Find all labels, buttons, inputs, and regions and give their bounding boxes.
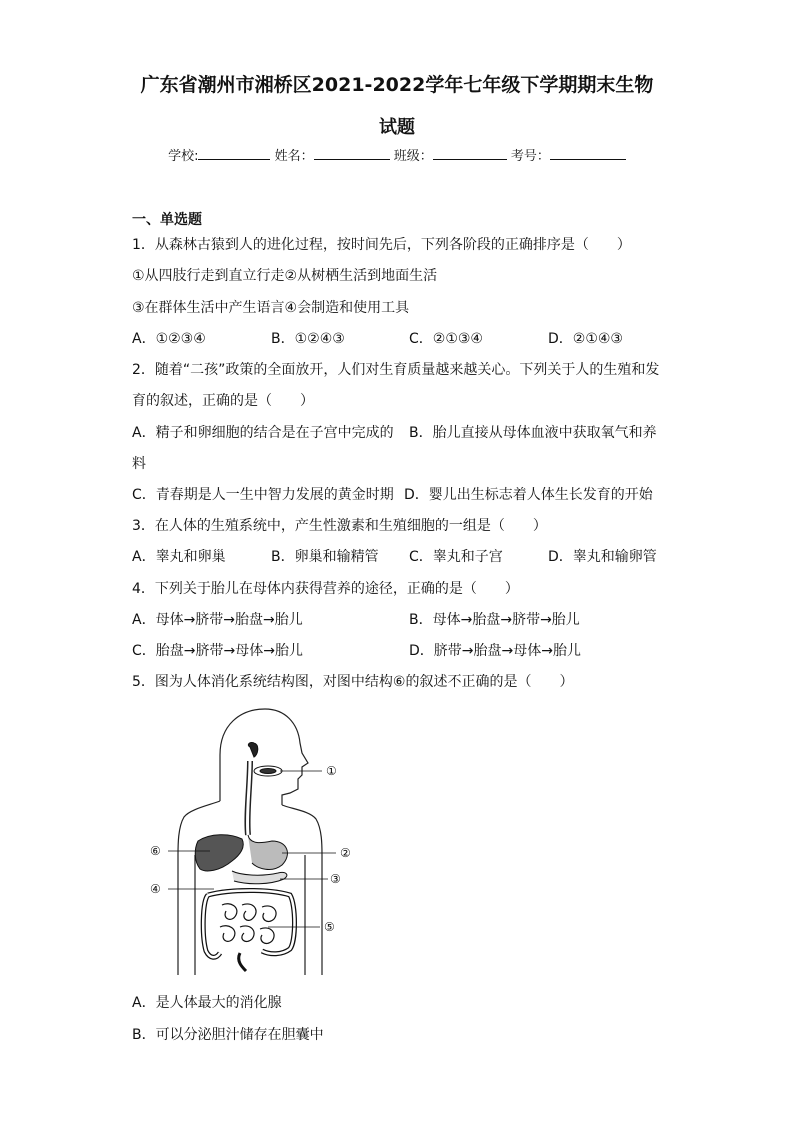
school-label: 学校:	[168, 149, 199, 164]
school-blank[interactable]	[198, 147, 270, 160]
name-label: 姓名：	[274, 149, 314, 164]
student-info-line	[0, 145, 794, 164]
label-1: ①	[326, 764, 337, 778]
q4-option-d[interactable]: D．脐带→胎盘→母体→胎儿	[409, 643, 581, 659]
q3-option-b[interactable]: B．卵巢和输精管	[271, 549, 379, 565]
q5-stem: 5．图为人体消化系统结构图，对图中结构⑥的叙述不正确的是（ ）	[132, 674, 574, 690]
q4-stem: 4．下列关于胎儿在母体内获得营养的途径，正确的是（ ）	[132, 581, 519, 597]
digestive-system-figure	[150, 705, 365, 975]
q1-option-c[interactable]: C．②①③④	[409, 331, 483, 347]
q1-option-b[interactable]: B．①②④③	[271, 331, 345, 347]
q2-option-d[interactable]: D．婴儿出生标志着人体生长发育的开始	[404, 487, 653, 503]
q1-statement-2: ③在群体生活中产生语言④会制造和使用工具	[132, 300, 410, 316]
q1-option-d[interactable]: D．②①④③	[548, 331, 623, 347]
label-6: ⑥	[150, 844, 161, 858]
q2-option-c[interactable]: C．青春期是人一生中智力发展的黄金时期	[132, 487, 394, 503]
q3-stem: 3．在人体的生殖系统中，产生性激素和生殖细胞的一组是（ ）	[132, 518, 547, 534]
q1-statement-1: ①从四肢行走到直立行走②从树栖生活到地面生活	[132, 268, 438, 284]
q5-option-b[interactable]: B．可以分泌胆汁储存在胆囊中	[132, 1027, 324, 1043]
q4-option-a[interactable]: A．母体→脐带→胎盘→胎儿	[132, 612, 303, 628]
number-label: 考号：	[510, 149, 550, 164]
q1-option-a[interactable]: A．①②③④	[132, 331, 206, 347]
q4-option-b[interactable]: B．母体→胎盘→脐带→胎儿	[409, 612, 580, 628]
exam-title-line2: 试题	[379, 117, 415, 138]
q5-option-a[interactable]: A．是人体最大的消化腺	[132, 995, 282, 1011]
label-5: ⑤	[324, 920, 335, 934]
label-4: ④	[150, 882, 161, 896]
class-label: 班级：	[393, 149, 433, 164]
q2-stem-line2: 育的叙述，正确的是（ ）	[132, 393, 314, 409]
label-2: ②	[340, 846, 351, 860]
q2-stem-line1: 2．随着“二孩”政策的全面放开，人们对生育质量越来越关心。下列关于人的生殖和发	[132, 362, 660, 378]
q1-stem: 1．从森林古猿到人的进化过程，按时间先后，下列各阶段的正确排序是（ ）	[132, 237, 631, 253]
q2-option-b-wrap: 料	[132, 456, 146, 472]
name-blank[interactable]	[314, 147, 390, 160]
exam-title-line1: 广东省潮州市湘桥区2021-2022学年七年级下学期期末生物	[140, 74, 654, 96]
q3-option-d[interactable]: D．睾丸和输卵管	[548, 549, 657, 565]
q3-option-a[interactable]: A．睾丸和卵巢	[132, 549, 226, 565]
number-blank[interactable]	[550, 147, 626, 160]
label-3: ③	[330, 872, 341, 886]
q2-option-b[interactable]: B．胎儿直接从母体血液中获取氧气和养	[409, 425, 657, 441]
q2-option-a[interactable]: A．精子和卵细胞的结合是在子宫中完成的	[132, 425, 394, 441]
section-heading: 一、单选题	[132, 212, 202, 228]
class-blank[interactable]	[433, 147, 507, 160]
q4-option-c[interactable]: C．胎盘→脐带→母体→胎儿	[132, 643, 303, 659]
q3-option-c[interactable]: C．睾丸和子宫	[409, 549, 503, 565]
